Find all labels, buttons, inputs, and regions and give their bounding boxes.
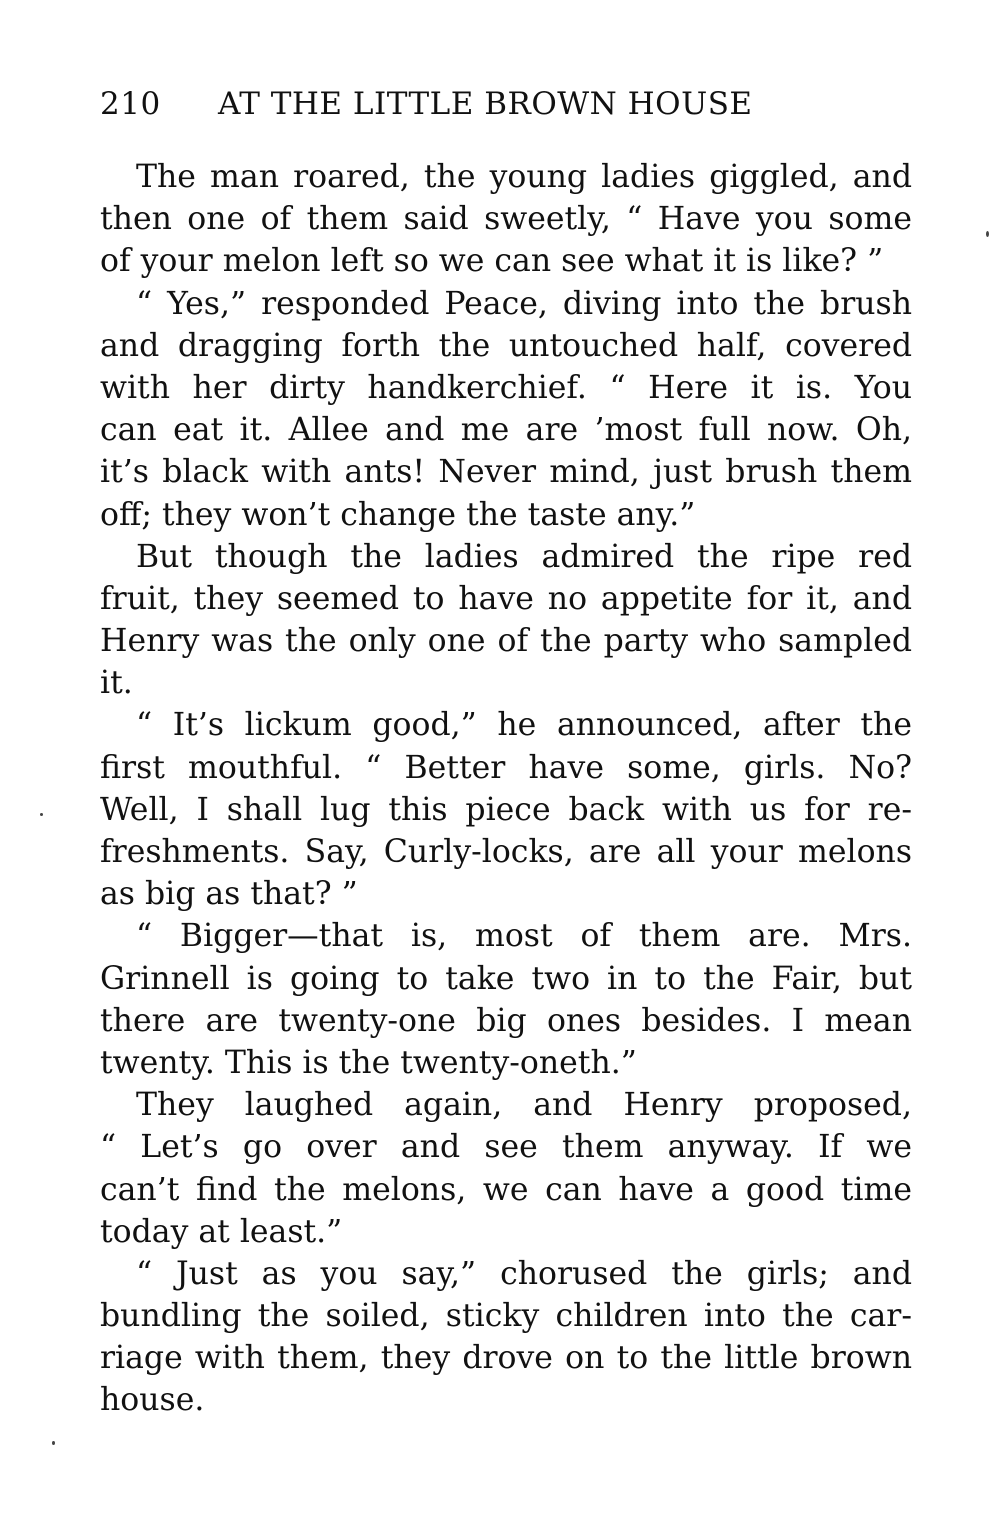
text-line: first mouthful. “ Better have some, girls. No?	[100, 749, 912, 786]
text-line: as big as that? ”	[100, 876, 358, 913]
text-line: today at least.”	[100, 1213, 343, 1250]
text-line: Grinnell is going to take two in to the Fair, but	[100, 960, 912, 997]
page-number: 210	[100, 86, 161, 122]
text-line: Henry was the only one of the party who sampled	[100, 623, 912, 660]
text-line: “ Let’s go over and see them anyway. If we	[100, 1129, 912, 1166]
text-line: and dragging forth the untouched half, covered	[100, 327, 912, 364]
body-text	[100, 156, 912, 1422]
text-line: house.	[100, 1382, 205, 1419]
text-line: twenty. This is the twenty-oneth.”	[100, 1044, 637, 1081]
text-line: The man roared, the young ladies giggled, and	[136, 159, 912, 195]
text-line: it.	[100, 665, 133, 702]
running-head	[100, 82, 800, 126]
text-line: of your melon left so we can see what it is like? ”	[100, 243, 884, 280]
text-line: can eat it. Allee and me are ’most full now. Oh,	[100, 412, 912, 449]
text-line: with her dirty handkerchief. “ Here it is. You	[100, 369, 912, 406]
scan-speck	[52, 1441, 55, 1445]
text-line: freshments. Say, Curly-locks, are all your melons	[100, 834, 912, 870]
scan-speck	[40, 813, 43, 816]
text-line: bundling the soiled, sticky children into the car-	[100, 1298, 912, 1335]
text-line: there are twenty-one big ones besides. I mean	[100, 1002, 912, 1039]
text-line: Well, I shall lug this piece back with us for re-	[100, 791, 912, 828]
text-line: off; they won’t change the taste any.”	[100, 496, 696, 533]
text-line: “ Bigger—that is, most of them are. Mrs.	[136, 918, 912, 955]
text-line: “ Yes,” responded Peace, diving into the brush	[136, 285, 912, 322]
scan-speck	[986, 231, 989, 237]
running-title: AT THE LITTLE BROWN HOUSE	[218, 86, 753, 122]
text-line: “ Just as you say,” chorused the girls; and	[136, 1255, 912, 1292]
text-line: riage with them, they drove on to the little brown	[100, 1340, 912, 1377]
text-line: “ It’s lickum good,” he announced, after the	[136, 707, 912, 744]
text-line: it’s black with ants! Never mind, just brush them	[100, 454, 912, 491]
text-line: fruit, they seemed to have no appetite for it, and	[100, 580, 912, 617]
text-line: can’t find the melons, we can have a good time	[100, 1171, 912, 1208]
text-line: then one of them said sweetly, “ Have you some	[100, 201, 912, 238]
text-line: They laughed again, and Henry proposed,	[136, 1087, 912, 1124]
text-line: But though the ladies admired the ripe red	[136, 538, 912, 575]
